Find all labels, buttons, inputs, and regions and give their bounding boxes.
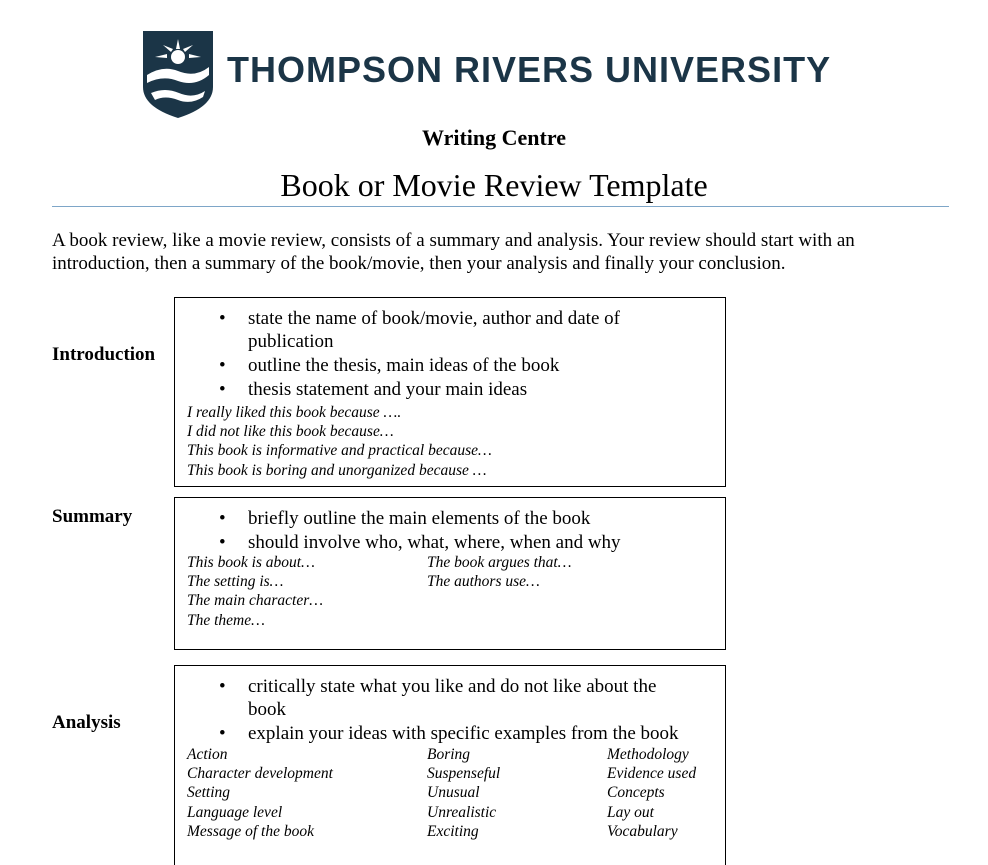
example-phrase: Unusual bbox=[427, 784, 480, 802]
analysis-examples-col2 bbox=[427, 745, 500, 841]
summary-examples-col2 bbox=[427, 553, 572, 591]
example-phrase: Suspenseful bbox=[427, 765, 501, 783]
list-item: • thesis statement and your main ideas bbox=[219, 379, 528, 400]
example-phrase: I really liked this book because …. bbox=[187, 404, 402, 421]
list-item: • critically state what you like and do not like about the book bbox=[219, 676, 657, 720]
example-phrase: Language level bbox=[187, 803, 283, 821]
example-phrase: This book is informative and practical because… bbox=[187, 442, 492, 460]
title-divider bbox=[52, 206, 949, 207]
example-phrase: Methodology bbox=[607, 746, 689, 763]
tru-logo-icon bbox=[143, 31, 213, 118]
example-phrase: Setting bbox=[187, 784, 231, 802]
example-phrase: The setting is… bbox=[187, 573, 284, 591]
example-phrase: Character development bbox=[187, 765, 333, 783]
intro-paragraph: A book review, like a movie review, consists of a summary and analysis. Your review should start with an introduction, then a summary of the book/movie, then your analysis and finally your conclusion. bbox=[52, 230, 855, 274]
example-phrase: Concepts bbox=[607, 784, 665, 802]
section-label-introduction: Introduction bbox=[52, 344, 156, 365]
example-phrase: Lay out bbox=[607, 803, 654, 821]
list-item: • state the name of book/movie, author and date of publication bbox=[219, 308, 620, 352]
list-item: • outline the thesis, main ideas of the book bbox=[219, 355, 560, 376]
summary-box bbox=[174, 497, 726, 650]
example-phrase: The book argues that… bbox=[427, 554, 572, 571]
example-phrase: Vocabulary bbox=[607, 822, 678, 840]
analysis-examples-col3 bbox=[607, 745, 696, 841]
university-name: THOMPSON RIVERS UNIVERSITY bbox=[227, 49, 832, 90]
university-logo bbox=[143, 31, 868, 118]
list-item: • briefly outline the main elements of the book bbox=[219, 508, 591, 529]
introduction-bullets bbox=[215, 307, 695, 402]
analysis-examples-col1 bbox=[187, 745, 333, 841]
department-heading: Writing Centre bbox=[422, 125, 566, 150]
example-phrase: Unrealistic bbox=[427, 803, 497, 821]
summary-examples-col1 bbox=[187, 553, 323, 630]
example-phrase: This book is about… bbox=[187, 554, 315, 571]
example-phrase: This book is boring and unorganized because … bbox=[187, 461, 487, 479]
example-phrase: The theme… bbox=[187, 611, 265, 629]
example-phrase: Message of the book bbox=[187, 822, 314, 840]
example-phrase: I did not like this book because… bbox=[187, 423, 394, 441]
summary-bullets bbox=[215, 507, 695, 555]
example-phrase: Exciting bbox=[427, 822, 479, 840]
example-phrase: The authors use… bbox=[427, 573, 540, 591]
section-label-analysis: Analysis bbox=[52, 712, 121, 733]
example-phrase: Action bbox=[187, 746, 228, 763]
page-title: Book or Movie Review Template bbox=[280, 167, 708, 203]
introduction-examples bbox=[187, 403, 492, 480]
example-phrase: The main character… bbox=[187, 592, 324, 610]
section-label-summary: Summary bbox=[52, 506, 133, 527]
example-phrase: Evidence used bbox=[607, 765, 697, 783]
list-item: • should involve who, what, where, when and why bbox=[219, 532, 621, 553]
list-item: • explain your ideas with specific examples from the book bbox=[219, 723, 679, 744]
example-phrase: Boring bbox=[427, 746, 471, 763]
analysis-box bbox=[174, 665, 726, 865]
introduction-box bbox=[174, 297, 726, 487]
analysis-bullets bbox=[215, 675, 695, 746]
